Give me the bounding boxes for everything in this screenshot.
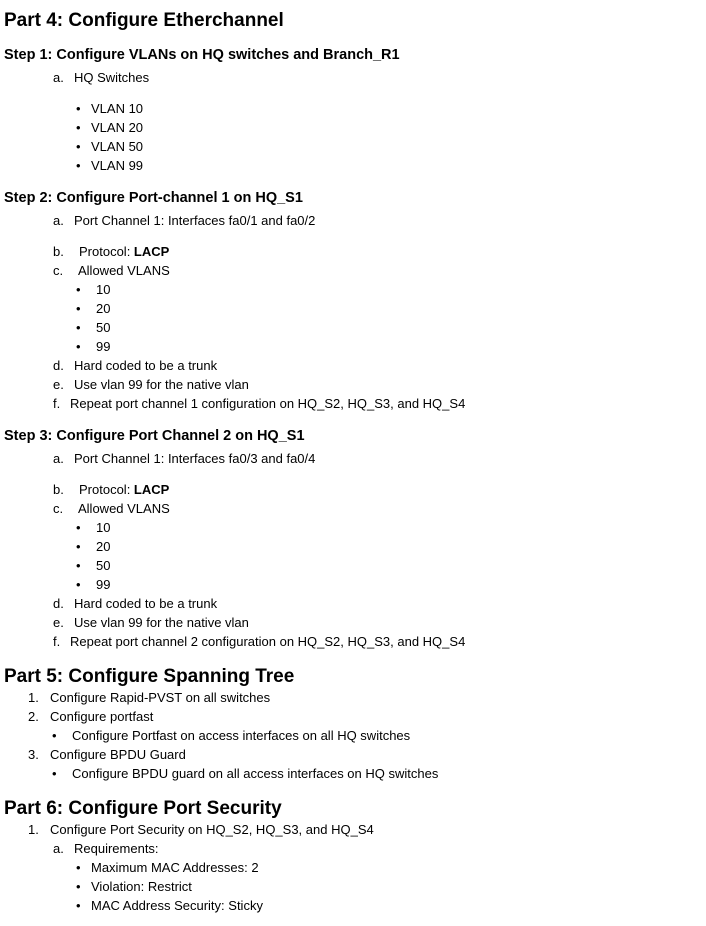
list-marker: 3.: [28, 747, 39, 762]
part6-heading: Part 6: Configure Port Security: [4, 798, 282, 819]
bullet: •: [76, 577, 81, 592]
list-marker: a.: [53, 70, 64, 85]
list-item: Requirements:: [74, 841, 159, 856]
list-item: 20: [96, 539, 111, 554]
bullet: •: [76, 301, 81, 316]
list-item: Configure Portfast on access interfaces on all HQ switches: [72, 728, 411, 743]
list-item: Use vlan 99 for the native vlan: [74, 615, 249, 630]
part5-heading: Part 5: Configure Spanning Tree: [4, 666, 295, 687]
list-item: Configure BPDU Guard: [50, 747, 186, 762]
bullet: •: [76, 339, 81, 354]
list-marker: c.: [53, 263, 64, 278]
list-item: VLAN 50: [91, 139, 144, 154]
list-item: VLAN 10: [91, 101, 144, 116]
list-marker: f.: [53, 634, 61, 649]
list-item: Configure portfast: [50, 709, 154, 724]
list-item: 10: [96, 282, 111, 297]
protocol-label: Protocol:: [79, 482, 134, 497]
list-marker: 2.: [28, 709, 39, 724]
list-item: 50: [96, 320, 111, 335]
list-marker: 1.: [28, 822, 39, 837]
list-marker: a.: [53, 213, 64, 228]
list-item: Hard coded to be a trunk: [74, 358, 218, 373]
bullet: •: [52, 766, 57, 781]
list-marker: b.: [53, 482, 64, 497]
list-item: 20: [96, 301, 111, 316]
list-item: Configure BPDU guard on all access interfaces on HQ switches: [72, 766, 439, 781]
list-item: 10: [96, 520, 111, 535]
list-item: 50: [96, 558, 111, 573]
list-item: Repeat port channel 1 configuration on HQ_S2, HQ_S3, and HQ_S4: [70, 396, 466, 411]
list-item: 99: [96, 577, 111, 592]
list-item: VLAN 99: [91, 158, 144, 173]
list-item: 99: [96, 339, 111, 354]
list-item: Maximum MAC Addresses: 2: [91, 860, 259, 875]
list-marker: f.: [53, 396, 61, 411]
step1-heading: Step 1: Configure VLANs on HQ switches and Branch_R1: [4, 47, 400, 63]
list-marker: d.: [53, 596, 64, 611]
protocol-line: [79, 244, 169, 260]
bullet: •: [76, 879, 81, 894]
bullet: •: [76, 282, 81, 297]
bullet: •: [76, 139, 81, 154]
list-marker: d.: [53, 358, 64, 373]
list-marker: b.: [53, 244, 64, 259]
bullet: •: [76, 860, 81, 875]
protocol-line: [79, 482, 169, 498]
list-marker: c.: [53, 501, 64, 516]
bullet: •: [76, 520, 81, 535]
bullet: •: [76, 558, 81, 573]
list-marker: e.: [53, 377, 64, 392]
hq-switches-label: HQ Switches: [74, 70, 150, 85]
list-item: Port Channel 1: Interfaces fa0/1 and fa0/2: [74, 213, 316, 228]
list-marker: a.: [53, 841, 64, 856]
bullet: •: [76, 120, 81, 135]
list-item: Allowed VLANS: [78, 263, 170, 278]
list-item: Configure Rapid-PVST on all switches: [50, 690, 271, 705]
protocol-value: LACP: [133, 482, 170, 497]
list-marker: a.: [53, 451, 64, 466]
list-item: VLAN 20: [91, 120, 144, 135]
bullet: •: [52, 728, 57, 743]
protocol-label: Protocol:: [79, 244, 134, 259]
bullet: •: [76, 539, 81, 554]
list-item: Violation: Restrict: [91, 879, 192, 894]
list-item: Use vlan 99 for the native vlan: [74, 377, 249, 392]
list-marker: e.: [53, 615, 64, 630]
bullet: •: [76, 320, 81, 335]
bullet: •: [76, 158, 81, 173]
list-item: Port Channel 1: Interfaces fa0/3 and fa0/4: [74, 451, 316, 466]
list-item: Configure Port Security on HQ_S2, HQ_S3, and HQ_S4: [50, 822, 374, 837]
list-item: Allowed VLANS: [78, 501, 170, 516]
part4-heading: Part 4: Configure Etherchannel: [4, 10, 284, 31]
list-item: Hard coded to be a trunk: [74, 596, 218, 611]
step2-heading: Step 2: Configure Port-channel 1 on HQ_S1: [4, 190, 303, 206]
list-item: MAC Address Security: Sticky: [91, 898, 263, 913]
bullet: •: [76, 101, 81, 116]
step3-heading: Step 3: Configure Port Channel 2 on HQ_S1: [4, 428, 305, 444]
list-marker: 1.: [28, 690, 39, 705]
bullet: •: [76, 898, 81, 913]
protocol-value: LACP: [133, 244, 170, 259]
list-item: Repeat port channel 2 configuration on HQ_S2, HQ_S3, and HQ_S4: [70, 634, 466, 649]
